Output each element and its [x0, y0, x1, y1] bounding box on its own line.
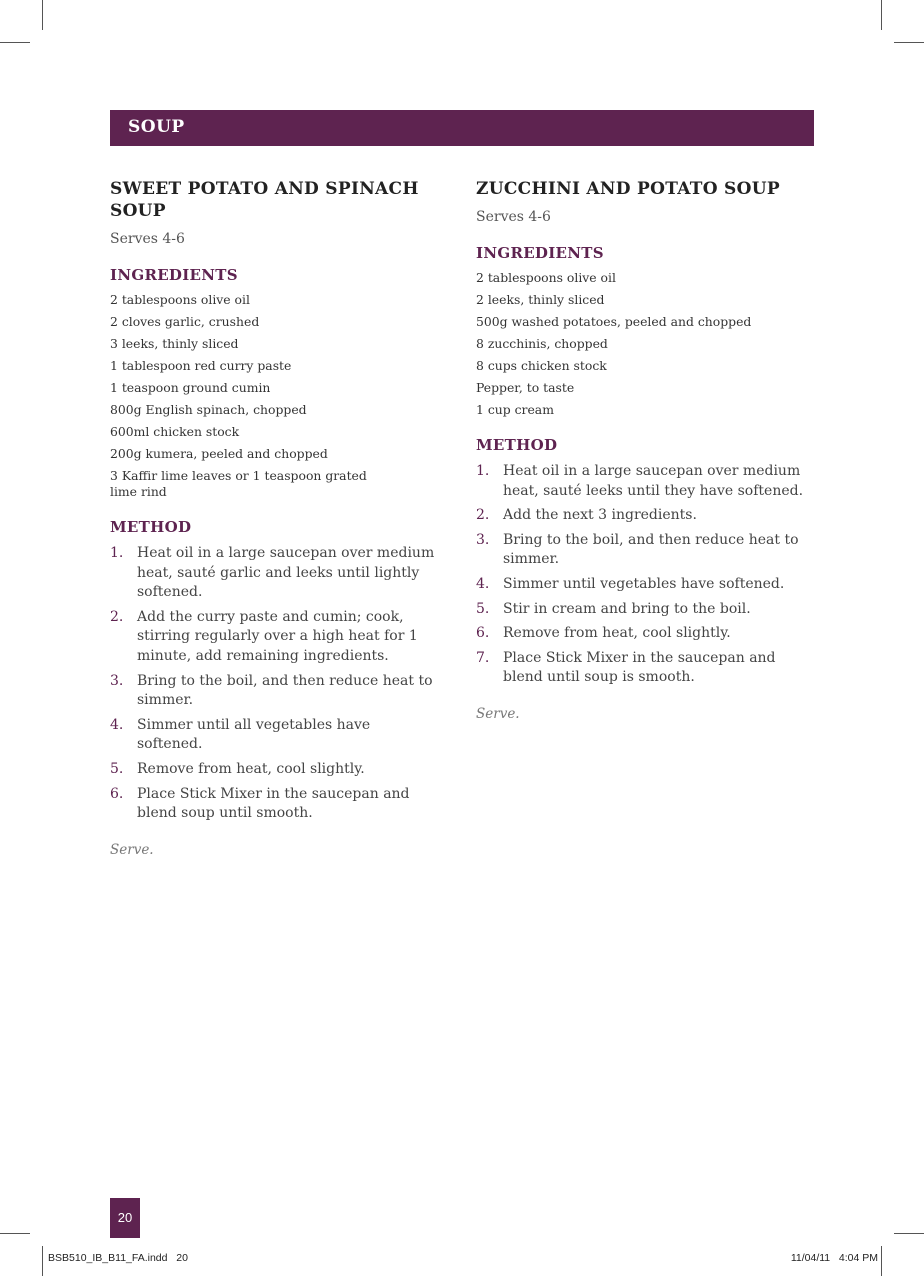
ingredient-item: Pepper, to taste	[476, 380, 575, 395]
method-step	[476, 506, 816, 526]
crop-mark	[42, 1246, 43, 1276]
step-number: 5.	[110, 760, 124, 777]
step-text: Simmer until vegetables have softened.	[503, 575, 785, 592]
step-text: Bring to the boil, and then reduce heat to simmer.	[503, 531, 799, 568]
step-text: Place Stick Mixer in the saucepan and blend until soup is smooth.	[503, 649, 776, 686]
method-step	[476, 649, 816, 688]
section-banner	[110, 110, 814, 146]
page-number: 20	[117, 1210, 133, 1225]
step-number: 1.	[110, 545, 124, 561]
footer-file-slug: BSB510_IB_B11_FA.indd 20	[48, 1252, 188, 1264]
step-number: 1.	[476, 463, 490, 479]
step-text: Remove from heat, cool slightly.	[137, 760, 365, 777]
step-number: 6.	[476, 625, 490, 642]
method-step	[110, 760, 440, 780]
step-text: Simmer until all vegetables have softened.	[137, 716, 371, 753]
step-number: 7.	[476, 649, 490, 666]
ingredient-item: 2 cloves garlic, crushed	[110, 314, 260, 329]
recipe-title: SWEET POTATO AND SPINACH SOUP	[110, 179, 419, 221]
ingredient-item: 1 cup cream	[476, 402, 554, 417]
method-list	[110, 544, 440, 824]
ingredient-item: 2 tablespoons olive oil	[110, 292, 250, 307]
step-number: 6.	[110, 785, 124, 802]
ingredient-item: 1 teaspoon ground cumin	[110, 380, 271, 395]
method-step	[476, 624, 816, 644]
step-number: 2.	[476, 507, 490, 524]
method-step	[110, 544, 440, 603]
ingredients-heading: INGREDIENTS	[476, 244, 604, 262]
method-step	[110, 716, 440, 755]
ingredient-item: 800g English spinach, chopped	[110, 402, 307, 417]
recipe-left	[110, 178, 440, 858]
ingredients-list	[110, 292, 440, 500]
method-step	[110, 608, 440, 667]
method-step	[476, 462, 816, 501]
method-step	[476, 531, 816, 570]
ingredient-item: 8 zucchinis, chopped	[476, 336, 608, 351]
step-text: Heat oil in a large saucepan over medium heat, sauté garlic and leeks until lightly softened.	[137, 545, 435, 601]
ingredient-item: 200g kumera, peeled and chopped	[110, 446, 328, 461]
page-number-box	[110, 1198, 140, 1238]
step-number: 2.	[110, 608, 124, 625]
step-text: Remove from heat, cool slightly.	[503, 625, 731, 642]
crop-mark	[0, 1233, 30, 1234]
crop-mark	[894, 42, 924, 43]
crop-mark	[881, 0, 882, 30]
step-text: Heat oil in a large saucepan over medium heat, sauté leeks until they have softened.	[503, 463, 804, 499]
step-text: Bring to the boil, and then reduce heat to simmer.	[137, 672, 433, 709]
method-step	[476, 575, 816, 595]
step-text: Place Stick Mixer in the saucepan and blend soup until smooth.	[137, 785, 410, 822]
serve-note: Serve.	[476, 705, 520, 722]
step-number: 4.	[110, 716, 124, 733]
step-number: 5.	[476, 600, 490, 617]
ingredient-item: 500g washed potatoes, peeled and chopped	[476, 314, 752, 329]
serves-text: Serves 4-6	[476, 209, 551, 225]
ingredient-item: 2 leeks, thinly sliced	[476, 292, 605, 307]
section-title: SOUP	[128, 117, 185, 137]
method-step	[110, 672, 440, 711]
method-step	[476, 600, 816, 620]
crop-mark	[42, 0, 43, 30]
step-text: Add the next 3 ingredients.	[503, 507, 697, 524]
method-list	[476, 462, 816, 688]
ingredient-item: 3 Kaffir lime leaves or 1 teaspoon grated lime rind	[110, 468, 367, 499]
method-step	[110, 785, 440, 824]
method-heading: METHOD	[110, 518, 192, 536]
ingredient-item: 600ml chicken stock	[110, 424, 240, 439]
ingredient-item: 1 tablespoon red curry paste	[110, 358, 292, 373]
footer-date-slug: 11/04/11 4:04 PM	[790, 1252, 878, 1264]
crop-mark	[0, 42, 30, 43]
crop-mark	[881, 1246, 882, 1276]
step-number: 3.	[110, 672, 124, 689]
recipe-title: ZUCCHINI AND POTATO SOUP	[476, 179, 780, 199]
ingredient-item: 3 leeks, thinly sliced	[110, 336, 239, 351]
serves-text: Serves 4-6	[110, 231, 185, 247]
step-number: 4.	[476, 575, 490, 592]
step-number: 3.	[476, 531, 490, 548]
ingredient-item: 2 tablespoons olive oil	[476, 270, 616, 285]
serve-note: Serve.	[110, 841, 154, 858]
step-text: Stir in cream and bring to the boil.	[503, 600, 751, 617]
crop-mark	[894, 1233, 924, 1234]
ingredient-item: 8 cups chicken stock	[476, 358, 607, 373]
ingredients-list	[476, 270, 816, 418]
method-heading: METHOD	[476, 436, 558, 454]
step-text: Add the curry paste and cumin; cook, stirring regularly over a high heat for 1 minute, add remaining ingredients.	[137, 608, 418, 664]
recipe-right	[476, 178, 816, 722]
ingredients-heading: INGREDIENTS	[110, 266, 238, 284]
